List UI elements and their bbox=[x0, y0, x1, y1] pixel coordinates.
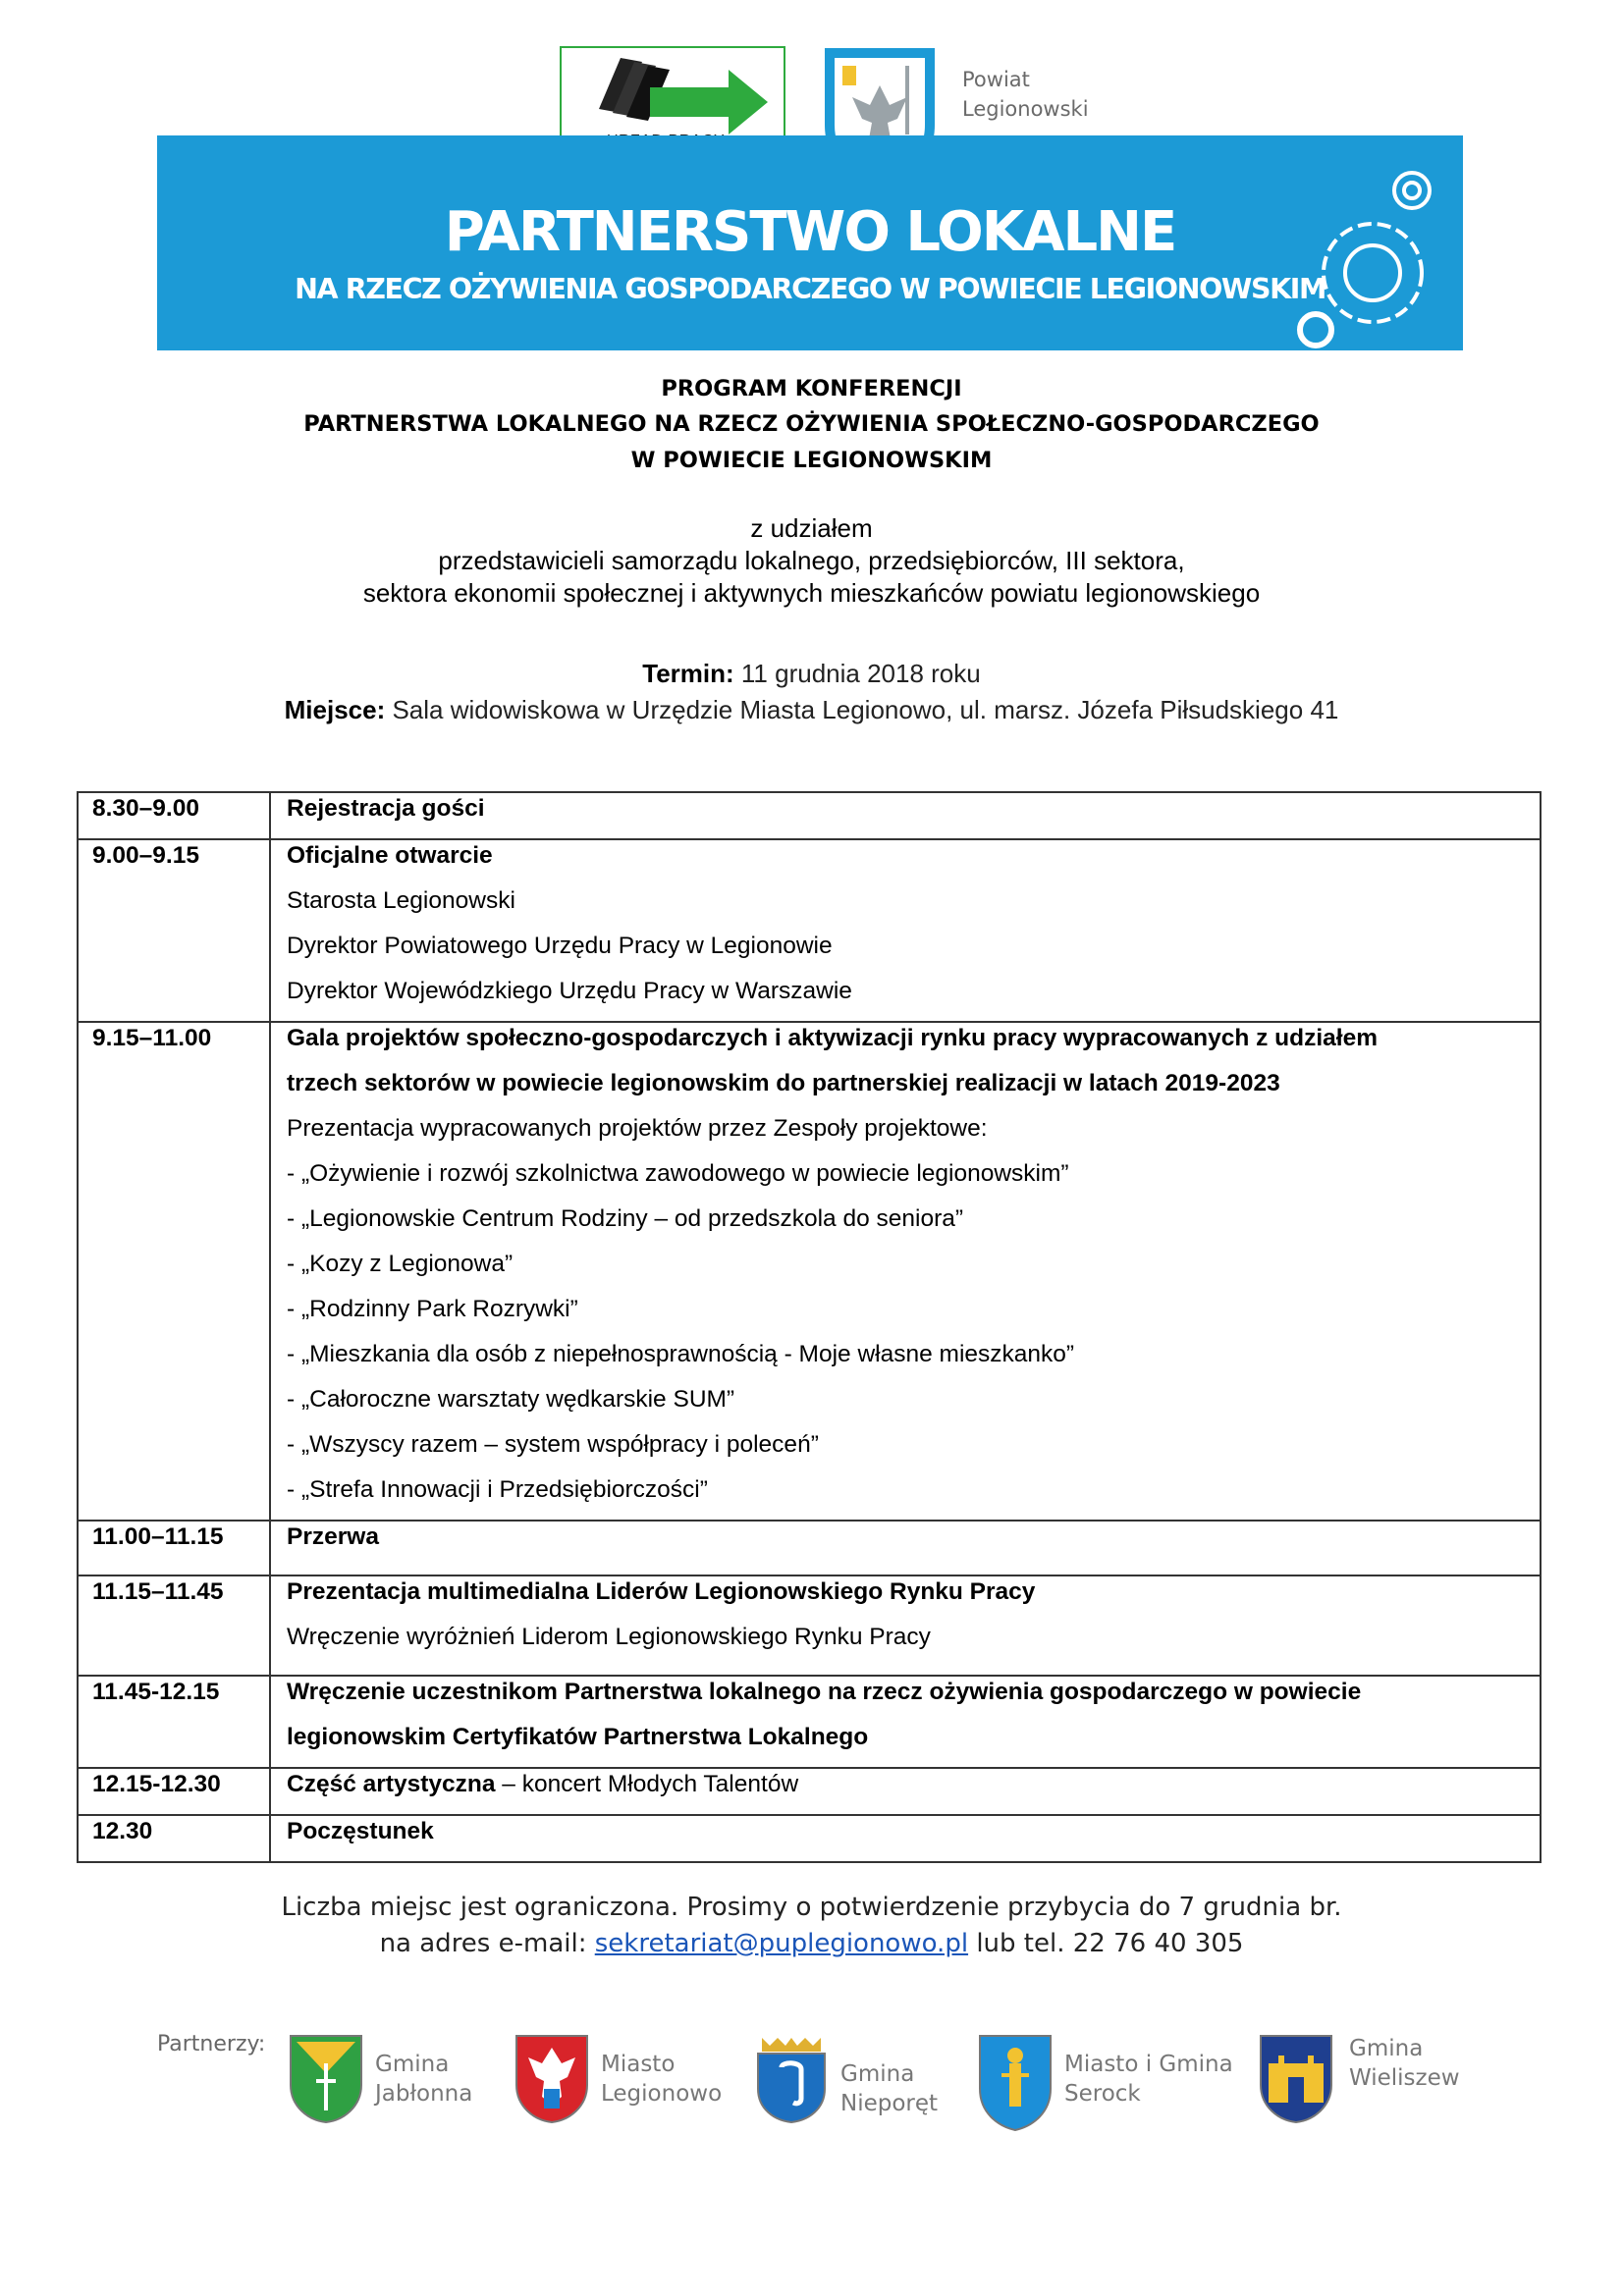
schedule-line-text: Wręczenie wyróżnień Liderom Legionowskiego Rynku Pracy bbox=[287, 1624, 931, 1650]
partner-jablonna-line1: Gmina bbox=[375, 2052, 450, 2077]
schedule-line bbox=[287, 1203, 1530, 1249]
schedule-time-cell bbox=[78, 1521, 270, 1575]
schedule-row bbox=[78, 1815, 1541, 1862]
schedule-line-text: - „Ożywienie i rozwój szkolnictwa zawodowego w powiecie legionowskim” bbox=[287, 1160, 1069, 1187]
intro-line2: przedstawicieli samorządu lokalnego, przedsiębiorców, III sektora, bbox=[438, 546, 1185, 575]
schedule-line-text: Prezentacja wypracowanych projektów przez Zespoły projektowe: bbox=[287, 1115, 988, 1142]
partner-serock-line1: Miasto i Gmina bbox=[1064, 2052, 1233, 2077]
schedule-line-text: Przerwa bbox=[287, 1523, 379, 1550]
schedule-line-text: - „Legionowskie Centrum Rodziny – od przedszkola do seniora” bbox=[287, 1205, 964, 1232]
schedule-line bbox=[287, 1068, 1530, 1113]
schedule-line bbox=[287, 1384, 1530, 1429]
schedule-line bbox=[287, 1249, 1530, 1294]
nieporet-crest-icon bbox=[754, 2034, 829, 2124]
powiat-line1: Powiat bbox=[962, 68, 1030, 91]
date-value: 11 grudnia 2018 roku bbox=[740, 659, 981, 688]
schedule-content-cell bbox=[270, 1815, 1541, 1862]
schedule-time-cell bbox=[78, 1815, 270, 1862]
schedule-line-text: trzech sektorów w powiecie legionowskim do partnerskiej realizacji w latach 2019-2023 bbox=[287, 1070, 1280, 1096]
schedule-content-cell bbox=[270, 1022, 1541, 1521]
schedule-line bbox=[287, 840, 1530, 885]
banner-subtitle: NA RZECZ OŻYWIENIA GOSPODARCZEGO W POWIECIE LEGIONOWSKIM bbox=[295, 273, 1325, 305]
place-line bbox=[0, 695, 1623, 725]
schedule-line bbox=[287, 885, 1530, 931]
schedule-line-text: - „Wszyscy razem – system współpracy i poleceń” bbox=[287, 1431, 819, 1458]
wieliszew-crest-icon bbox=[1259, 2034, 1333, 2124]
schedule-line bbox=[287, 1158, 1530, 1203]
schedule-content-cell bbox=[270, 1521, 1541, 1575]
schedule-time: 12.30 bbox=[92, 1818, 153, 1844]
footer-line2 bbox=[0, 1929, 1623, 1958]
schedule-line bbox=[287, 1429, 1530, 1474]
intro-line1: z udziałem bbox=[750, 513, 873, 543]
partner-legionowo-line2: Legionowo bbox=[601, 2081, 723, 2107]
conference-title-line1: PROGRAM KONFERENCJI bbox=[661, 376, 962, 401]
schedule-time-cell bbox=[78, 1575, 270, 1676]
footer-line2-suffix: lub tel. 22 76 40 305 bbox=[968, 1929, 1244, 1958]
schedule-time-cell bbox=[78, 839, 270, 1022]
schedule-content-cell bbox=[270, 839, 1541, 1022]
schedule-line-text: - „Mieszkania dla osób z niepełnosprawnością - Moje własne mieszkanko” bbox=[287, 1341, 1075, 1367]
intro-line3: sektora ekonomii społecznej i aktywnych mieszkańców powiatu legionowskiego bbox=[362, 578, 1261, 608]
schedule-line bbox=[287, 1113, 1530, 1158]
schedule-row bbox=[78, 1022, 1541, 1521]
schedule-content-cell bbox=[270, 792, 1541, 839]
place-value: Sala widowiskowa w Urzędzie Miasta Legionowo, ul. marsz. Józefa Piłsudskiego 41 bbox=[392, 695, 1339, 724]
schedule-line-text: Wręczenie uczestnikom Partnerstwa lokalnego na rzecz ożywienia gospodarczego w powiecie bbox=[287, 1679, 1362, 1705]
schedule-row bbox=[78, 1676, 1541, 1768]
schedule-time-cell bbox=[78, 792, 270, 839]
schedule-line bbox=[287, 1339, 1530, 1384]
schedule-line-text: - „Kozy z Legionowa” bbox=[287, 1251, 514, 1277]
schedule-time-cell bbox=[78, 1768, 270, 1815]
schedule-line-text: Poczęstunek bbox=[287, 1818, 434, 1844]
schedule-line bbox=[287, 1522, 1530, 1567]
schedule-line bbox=[287, 793, 1530, 838]
banner-title: PARTNERSTWO LOKALNE bbox=[444, 200, 1176, 264]
schedule-line-text: Rejestracja gości bbox=[287, 795, 485, 822]
schedule-time-cell bbox=[78, 1022, 270, 1521]
partner-nieporet-line1: Gmina bbox=[840, 2061, 915, 2087]
partner-legionowo-line1: Miasto bbox=[601, 2052, 676, 2077]
schedule-time-cell bbox=[78, 1676, 270, 1768]
serock-crest-icon bbox=[978, 2034, 1053, 2132]
schedule-line bbox=[287, 1023, 1530, 1068]
schedule-line bbox=[287, 1677, 1530, 1722]
schedule-line-text: - „Strefa Innowacji i Przedsiębiorczości” bbox=[287, 1476, 708, 1503]
schedule-time: 12.15-12.30 bbox=[92, 1771, 221, 1797]
banner bbox=[157, 135, 1463, 350]
schedule-line bbox=[287, 976, 1530, 1021]
conference-title-line2: PARTNERSTWA LOKALNEGO NA RZECZ OŻYWIENIA SPOŁECZNO-GOSPODARCZEGO bbox=[303, 411, 1320, 437]
schedule-row bbox=[78, 1768, 1541, 1815]
schedule-line-text: Część artystyczna bbox=[287, 1771, 496, 1797]
schedule-body bbox=[78, 792, 1541, 1862]
schedule-line-text: Dyrektor Powiatowego Urzędu Pracy w Legionowie bbox=[287, 933, 833, 959]
schedule-line-text: - „Całoroczne warsztaty wędkarskie SUM” bbox=[287, 1386, 735, 1413]
schedule-content-cell bbox=[270, 1575, 1541, 1676]
schedule-time: 9.00–9.15 bbox=[92, 842, 199, 869]
schedule-line-text: legionowskim Certyfikatów Partnerstwa Lokalnego bbox=[287, 1724, 869, 1750]
schedule-line-text: Starosta Legionowski bbox=[287, 887, 515, 914]
date-label: Termin: bbox=[642, 659, 734, 688]
partner-serock-line2: Serock bbox=[1064, 2081, 1141, 2107]
jablonna-crest-icon bbox=[289, 2034, 363, 2124]
schedule-content-cell bbox=[270, 1676, 1541, 1768]
schedule-time: 8.30–9.00 bbox=[92, 795, 199, 822]
schedule-row bbox=[78, 839, 1541, 1022]
schedule-table bbox=[77, 791, 1542, 1863]
conference-title-line3: W POWIECIE LEGIONOWSKIM bbox=[630, 448, 993, 473]
schedule-line-text: Gala projektów społeczno-gospodarczych i aktywizacji rynku pracy wypracowanych z udziałem bbox=[287, 1025, 1379, 1051]
schedule-line-suffix: – koncert Młodych Talentów bbox=[495, 1771, 799, 1797]
schedule-line bbox=[287, 1474, 1530, 1520]
schedule-content-cell bbox=[270, 1768, 1541, 1815]
schedule-line bbox=[287, 1622, 1530, 1667]
email-link[interactable]: sekretariat@puplegionowo.pl bbox=[594, 1929, 969, 1958]
partner-wieliszew-line2: Wieliszew bbox=[1349, 2065, 1460, 2091]
schedule-line bbox=[287, 931, 1530, 976]
place-label: Miejsce: bbox=[284, 695, 386, 724]
powiat-name bbox=[962, 65, 1089, 124]
schedule-time: 11.15–11.45 bbox=[92, 1578, 224, 1605]
schedule-row bbox=[78, 1575, 1541, 1676]
schedule-time: 9.15–11.00 bbox=[92, 1025, 212, 1051]
schedule-time: 11.00–11.15 bbox=[92, 1523, 224, 1550]
schedule-line bbox=[287, 1816, 1530, 1861]
schedule-row bbox=[78, 1521, 1541, 1575]
schedule-line bbox=[287, 1722, 1530, 1767]
schedule-line-text: Dyrektor Wojewódzkiego Urzędu Pracy w Warszawie bbox=[287, 978, 852, 1004]
schedule-time: 11.45-12.15 bbox=[92, 1679, 220, 1705]
legionowo-crest-icon bbox=[514, 2034, 589, 2124]
partner-jablonna-line2: Jabłonna bbox=[375, 2081, 473, 2107]
schedule-line-text: Prezentacja multimedialna Liderów Legionowskiego Rynku Pracy bbox=[287, 1578, 1036, 1605]
schedule-line bbox=[287, 1576, 1530, 1622]
schedule-line-text: - „Rodzinny Park Rozrywki” bbox=[287, 1296, 578, 1322]
schedule-line-text: Oficjalne otwarcie bbox=[287, 842, 493, 869]
gears-icon bbox=[1286, 155, 1458, 351]
partner-nieporet-line2: Nieporęt bbox=[840, 2091, 939, 2116]
footer-line1: Liczba miejsc jest ograniczona. Prosimy o potwierdzenie przybycia do 7 grudnia br. bbox=[281, 1893, 1342, 1922]
date-line bbox=[0, 659, 1623, 689]
footer-line2-prefix: na adres e-mail: bbox=[379, 1929, 595, 1958]
schedule-row bbox=[78, 792, 1541, 839]
powiat-line2: Legionowski bbox=[962, 97, 1089, 121]
schedule-line bbox=[287, 1294, 1530, 1339]
schedule-line bbox=[287, 1769, 1530, 1814]
partners-label: Partnerzy: bbox=[157, 2032, 266, 2056]
partner-wieliszew-line1: Gmina bbox=[1349, 2036, 1424, 2061]
